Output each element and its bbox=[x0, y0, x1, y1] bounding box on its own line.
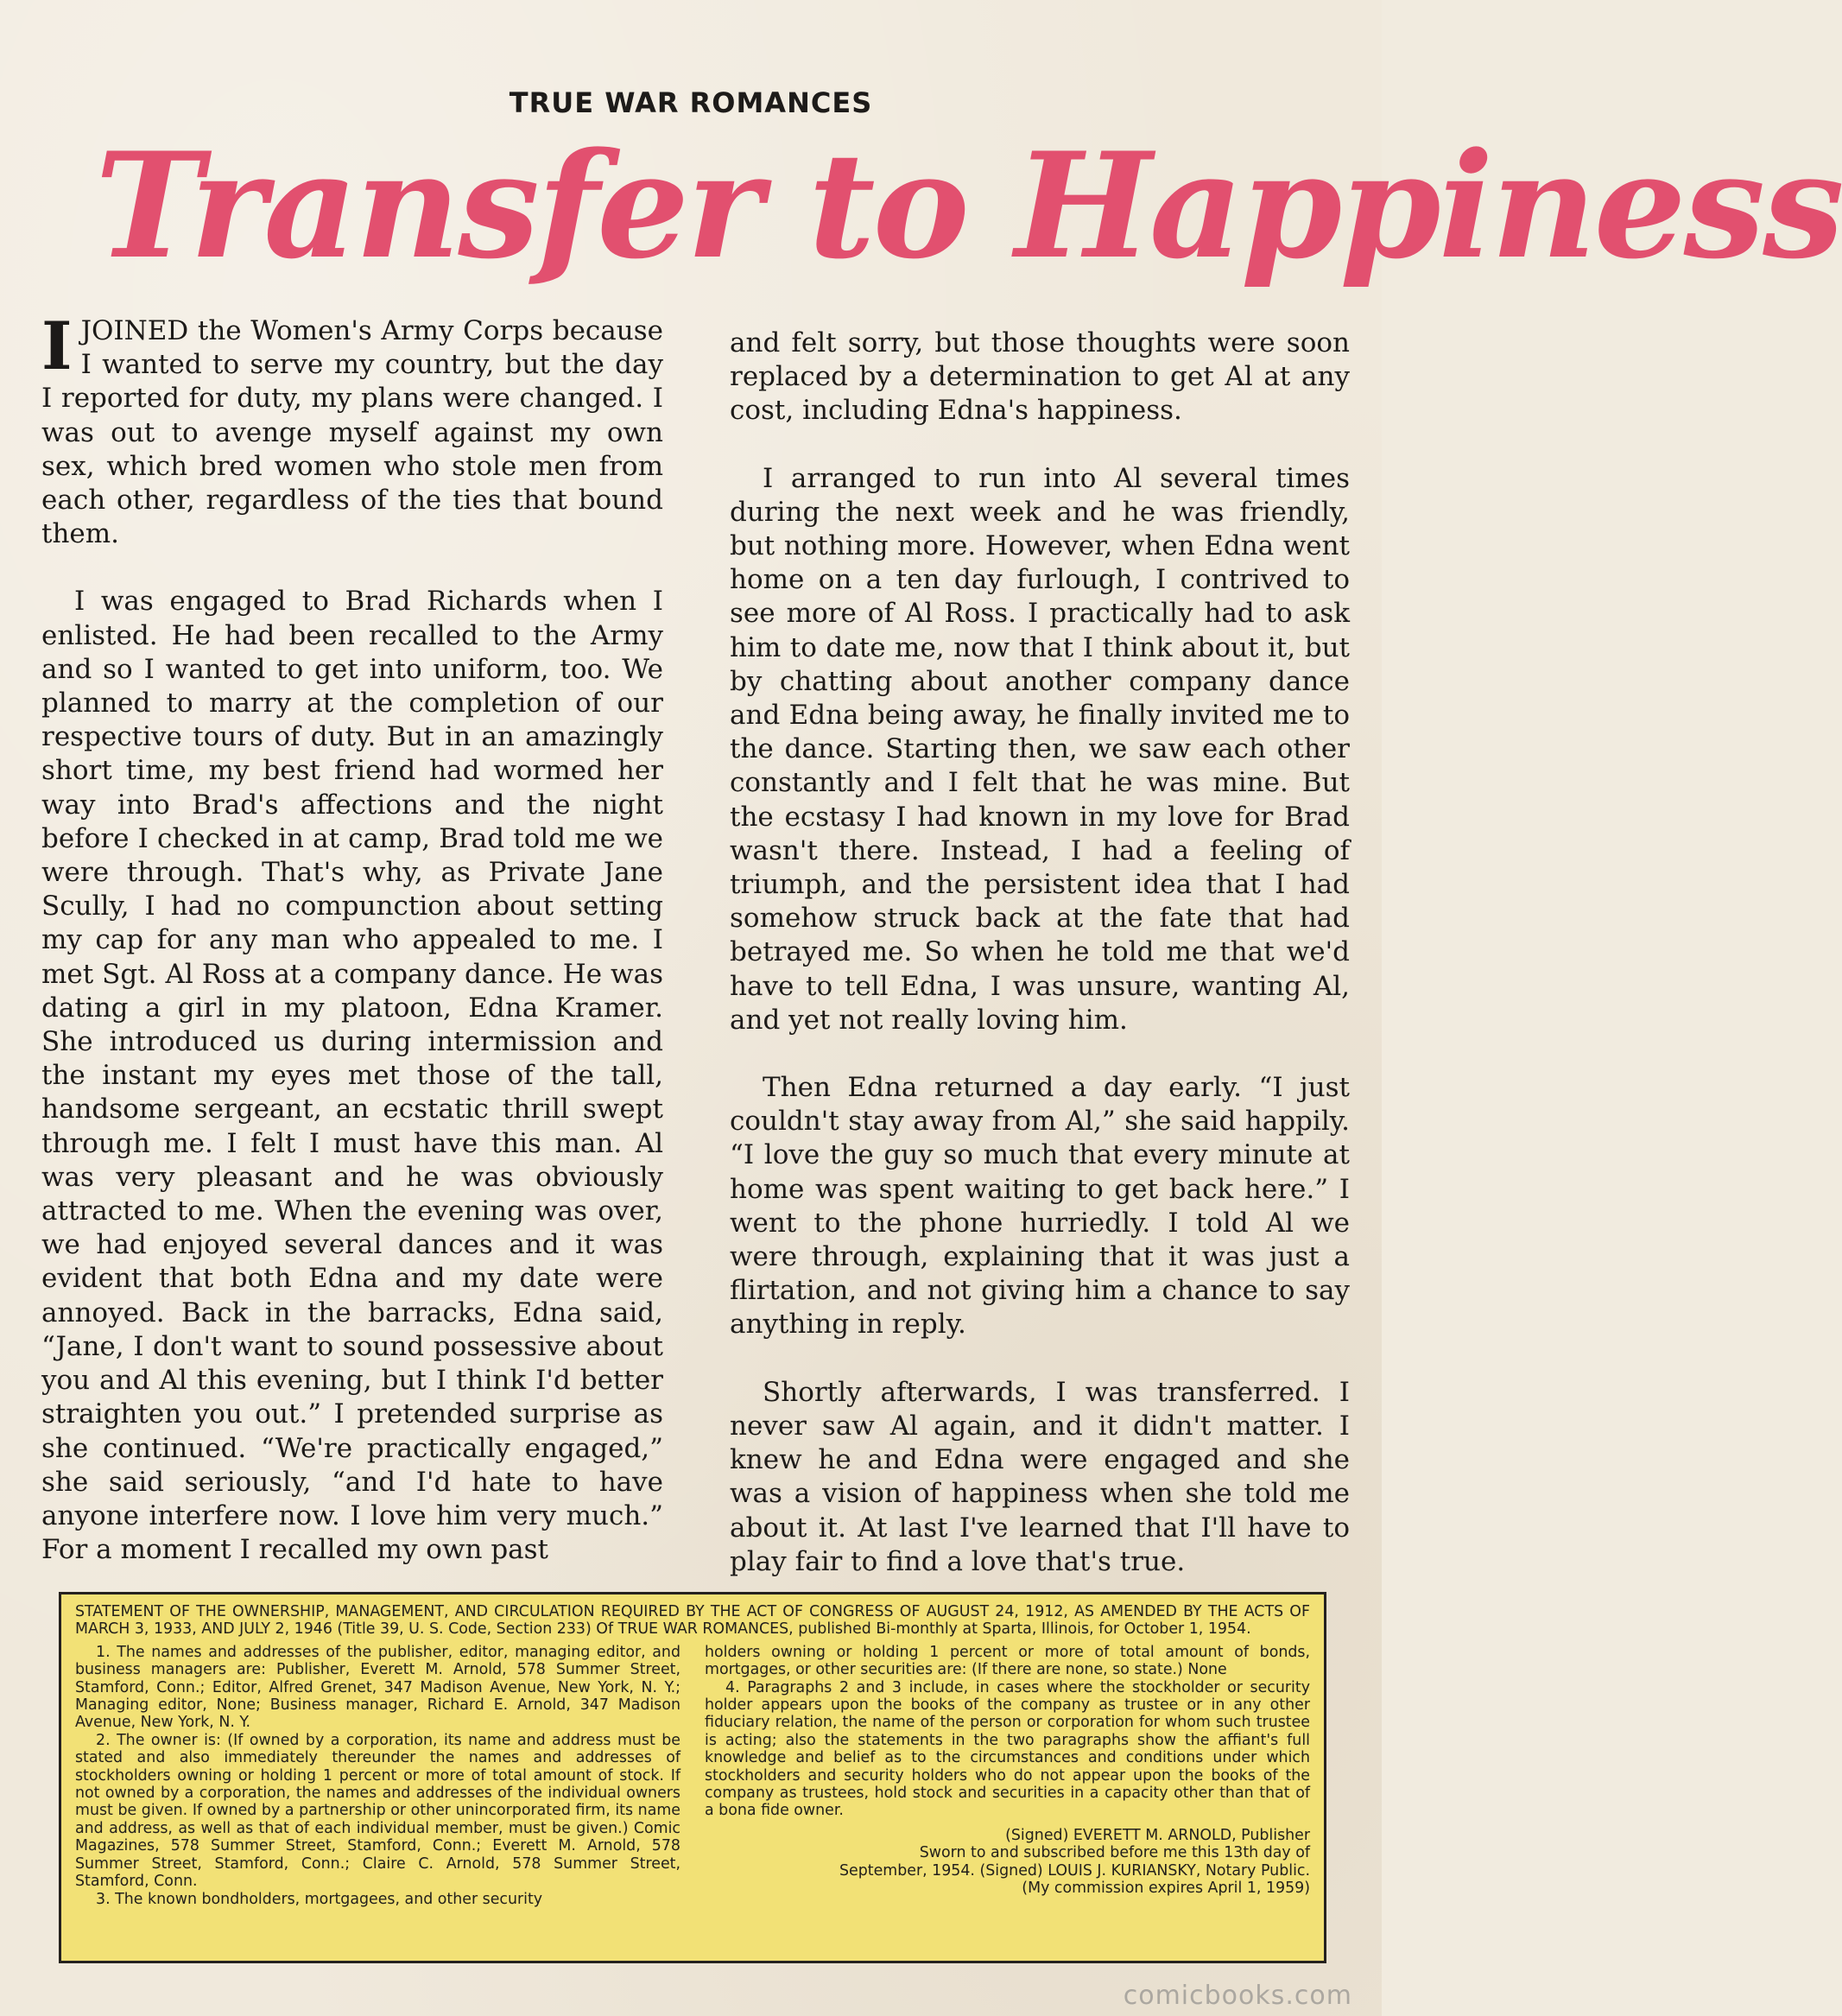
magazine-header: TRUE WAR ROMANCES bbox=[509, 86, 873, 119]
statement-paragraph: 3. The known bondholders, mortgagees, and other security bbox=[96, 1890, 543, 1908]
story-paragraph: I arranged to run into Al several times during the next week and he was friendly, but nothing more. However, when Edna went home on a ten day furlough, I contrived to see more of Al Ross. I practically had to ask him to date me, now that I think about it, but by chatting about another company dance and Edna being away, he finally invited me to the dance. Starting then, we saw each other constantly and I felt that he was mine. But the ecstasy I had known in my love for Brad wasn't there. Instead, I had a feeling of triumph, and the persistent idea that I had somehow struck back at the fate that had betrayed me. So when he told me that we'd have to tell Edna, I was unsure, wanting Al, and yet not really loving him. bbox=[730, 462, 1350, 1036]
statement-paragraph: holders owning or holding 1 percent or more of total amount of bonds, mortgages, or other securities are: (If there are none, so state.) None bbox=[705, 1643, 1310, 1679]
statement-paragraph: 4. Paragraphs 2 and 3 include, in cases where the stockholder or security holder appears upon the books of the company as trustee or in any other fiduciary relation, the name of the person or corporation for whom such trustee is acting; also the statements in the two paragraphs show the affiant's full knowledge and belief as to the circumstances and conditions under which stockholders and security holders who do not appear upon the books of the company as trustees, hold stock and securities in a capacity other than that of a bona fide owner. bbox=[705, 1678, 1310, 1820]
story-paragraph: I was engaged to Brad Richards when I enlisted. He had been recalled to the Army and so I wanted to get into uniform, too. We planned to marry at the completion of our respective tours of duty. But in an amazingly short time, my best friend had wormed her way into Brad's affections and the night before I checked in at camp, Brad told me we were through. That's why, as Private Jane Scully, I had no compunction about setting my cap for any man who appealed to me. I met Sgt. Al Ross at a company dance. He was dating a girl in my platoon, Edna Kramer. She introduced us during intermission and the instant my eyes met those of the tall, handsome sergeant, an ecstatic thrill swept through me. I felt I must have this man. Al was very pleasant and he was obviously attracted to me. When the evening was over, we had enjoyed several dances and it was evident that both Edna and my date were annoyed. Back in the barracks, Edna said, “Jane, I don't want to sound possessive about you and Al this evening, but I think I'd better straighten you out.” I pretended surprise as she continued. “We're practically engaged,” she said seriously, “and I'd hate to have anyone interfere now. I love him very much.” For a moment I recalled my own past bbox=[41, 586, 663, 1566]
story-title: Transfer to Happiness bbox=[95, 120, 1842, 291]
paragraph-text: JOINED the Women's Army Corps because I wanted to serve my country, but the day I reported for duty, my plans were changed. I was out to avenge myself against my own sex, which bred women who stole men from each other, regardless of the ties that bound them. bbox=[41, 315, 663, 550]
sworn-line: Sworn to and subscribed before me this 13th day of bbox=[919, 1844, 1310, 1862]
ownership-statement-box bbox=[59, 1592, 1326, 1963]
story-column-left bbox=[41, 307, 663, 1601]
story-paragraph bbox=[41, 307, 663, 551]
drop-cap: I bbox=[41, 307, 73, 384]
story-paragraph: Then Edna returned a day early. “I just couldn't stay away from Al,” she said happily. “I love the guy so much that every minute at home was spent waiting to get back here.” I went to the phone hurriedly. I told Al we were through, explaining that it was just a flirtation, and not giving him a chance to say anything in reply. bbox=[730, 1072, 1350, 1341]
statement-heading: STATEMENT OF THE OWNERSHIP, MANAGEMENT, AND CIRCULATION REQUIRED BY THE ACT OF CONGRESS OF AUGUST 24, 1912, AS AMENDED BY THE ACTS OF MARCH 3, 1933, AND JULY 2, 1946 (Title 39, U. S. Code, Section 233) Of TRUE WAR ROMANCES, published Bi-monthly at Sparta, Illinois, for October 1, 1954. bbox=[75, 1603, 1310, 1639]
notary-line: September, 1954. (Signed) LOUIS J. KURIANSKY, Notary Public. bbox=[839, 1861, 1310, 1880]
story-paragraph: and felt sorry, but those thoughts were soon replaced by a determination to get Al at any cost, including Edna's happiness. bbox=[730, 327, 1350, 427]
site-watermark: comicbooks.com bbox=[1123, 1981, 1352, 2011]
commission-line: (My commission expires April 1, 1959) bbox=[1022, 1880, 1310, 1898]
statement-paragraph: 1. The names and addresses of the publisher, editor, managing editor, and business managers are: Publisher, Everett M. Arnold, 578 Summer Street, Stamford, Conn.; Editor, Alfred Grenet, 347 Madison Avenue, New York, N. Y.; Managing editor, None; Business manager, Richard E. Arnold, 347 Madison Avenue, New York, N. Y. bbox=[75, 1643, 680, 1732]
story-paragraph: Shortly afterwards, I was transferred. I never saw Al again, and it didn't matter. I knew he and Edna were engaged and she was a vision of happiness when she told me about it. At last I've learned that I'll have to play fair to find a love that's true. bbox=[730, 1376, 1350, 1577]
publisher-signature: (Signed) EVERETT M. ARNOLD, Publisher bbox=[1005, 1826, 1310, 1844]
statement-paragraph: 2. The owner is: (If owned by a corporation, its name and address must be stated and also immediately thereunder the names and addresses of stockholders owning or holding 1 percent or more of total amount of stock. If not owned by a corporation, the names and addresses of the individual owners must be given. If owned by a partnership or other unincorporated firm, its name and address, as well as that of each individual member, must be given.) Comic Magazines, 578 Summer Street, Stamford, Conn.; Everett M. Arnold, 578 Summer Street, Stamford, Conn.; Claire C. Arnold, 578 Summer Street, Stamford, Conn. bbox=[75, 1731, 680, 1891]
story-column-right bbox=[730, 326, 1350, 1613]
statement-column-left bbox=[75, 1644, 680, 1908]
statement-column-right bbox=[705, 1644, 1310, 1908]
